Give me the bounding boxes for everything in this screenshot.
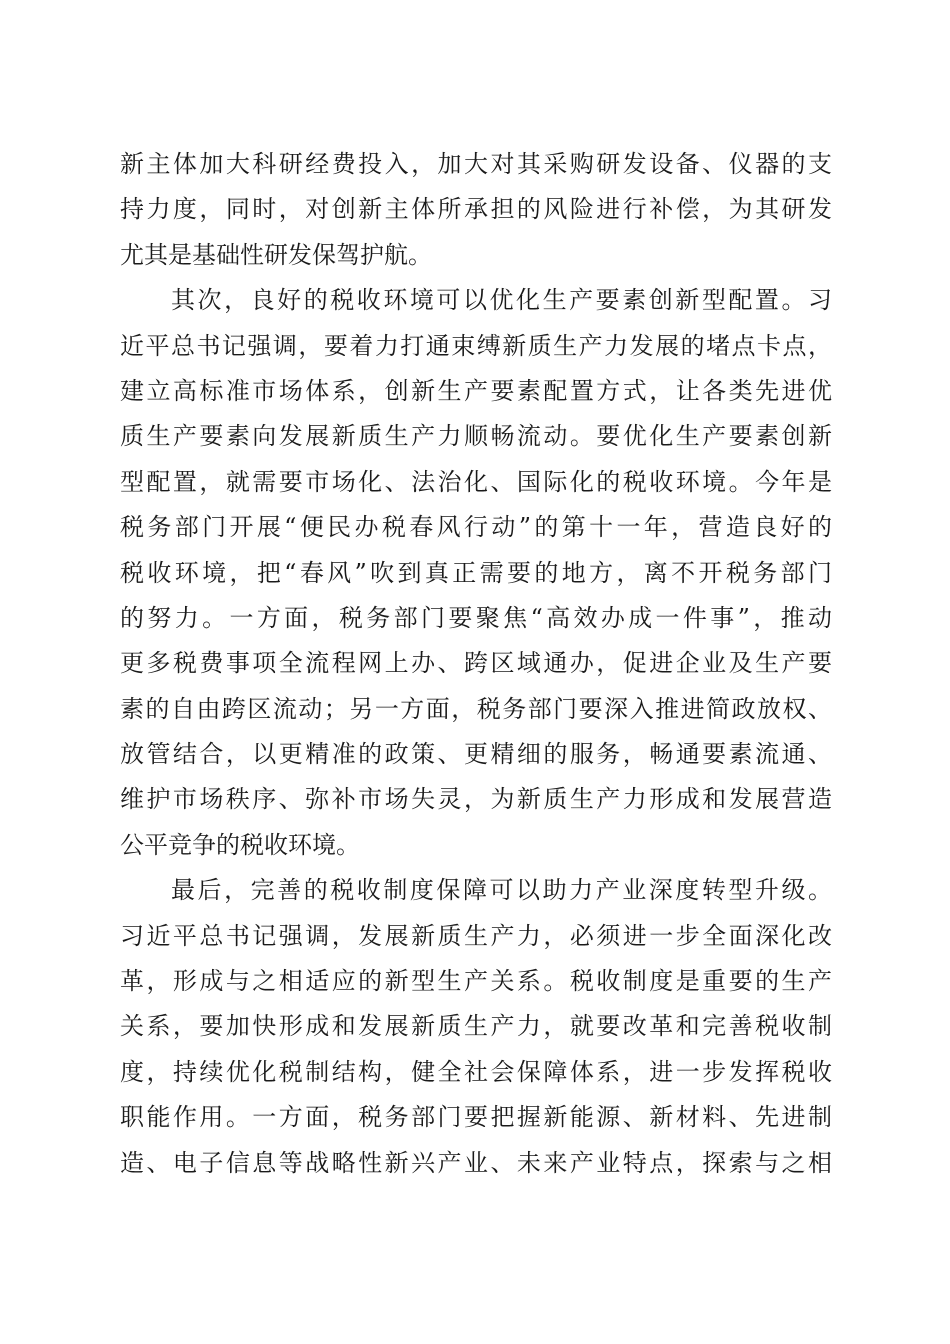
- text-line: 更多税费事项全流程网上办、跨区域通办，促进企业及生产要: [120, 649, 832, 678]
- text-line: 公平竞争的税收环境。: [120, 830, 360, 859]
- text-line: 关系，要加快形成和发展新质生产力，就要改革和完善税收制: [120, 1012, 832, 1041]
- text-line: 尤其是基础性研发保驾护航。: [120, 240, 432, 269]
- text-line: 职能作用。一方面，税务部门要把握新能源、新材料、先进制: [120, 1103, 832, 1132]
- text-line: 新主体加大科研经费投入，加大对其采购研发设备、仪器的支: [120, 150, 832, 178]
- paragraph-start-line: 其次，良好的税收环境可以优化生产要素创新型配置。习: [171, 286, 832, 315]
- text-line: 度，持续优化税制结构，健全社会保障体系，进一步发挥税收: [120, 1057, 832, 1086]
- text-line: 革，形成与之相适应的新型生产关系。税收制度是重要的生产: [120, 967, 832, 996]
- body-text: [120, 142, 832, 1186]
- text-line: 造、电子信息等战略性新兴产业、未来产业特点，探索与之相: [120, 1148, 832, 1177]
- text-line: 近平总书记强调，要着力打通束缚新质生产力发展的堵点卡点，: [120, 331, 832, 360]
- text-line: 建立高标准市场体系，创新生产要素配置方式，让各类先进优: [120, 376, 832, 405]
- text-line: 素的自由跨区流动；另一方面，税务部门要深入推进简政放权、: [120, 694, 832, 723]
- text-line: 持力度，同时，对创新主体所承担的风险进行补偿，为其研发: [120, 195, 832, 224]
- text-line: 放管结合，以更精准的政策、更精细的服务，畅通要素流通、: [120, 740, 832, 769]
- text-line: 的努力。一方面，税务部门要聚焦“高效办成一件事”，推动: [120, 603, 832, 632]
- text-line: 型配置，就需要市场化、法治化、国际化的税收环境。今年是: [120, 467, 832, 496]
- paragraph-start-line: 最后，完善的税收制度保障可以助力产业深度转型升级。: [171, 876, 832, 905]
- text-line: 习近平总书记强调，发展新质生产力，必须进一步全面深化改: [120, 921, 832, 950]
- text-line: 税务部门开展“便民办税春风行动”的第十一年，营造良好的: [120, 513, 832, 542]
- text-line: 维护市场秩序、弥补市场失灵，为新质生产力形成和发展营造: [120, 785, 832, 814]
- text-line: 税收环境，把“春风”吹到真正需要的地方，离不开税务部门: [120, 558, 832, 587]
- text-line: 质生产要素向发展新质生产力顺畅流动。要优化生产要素创新: [120, 422, 832, 451]
